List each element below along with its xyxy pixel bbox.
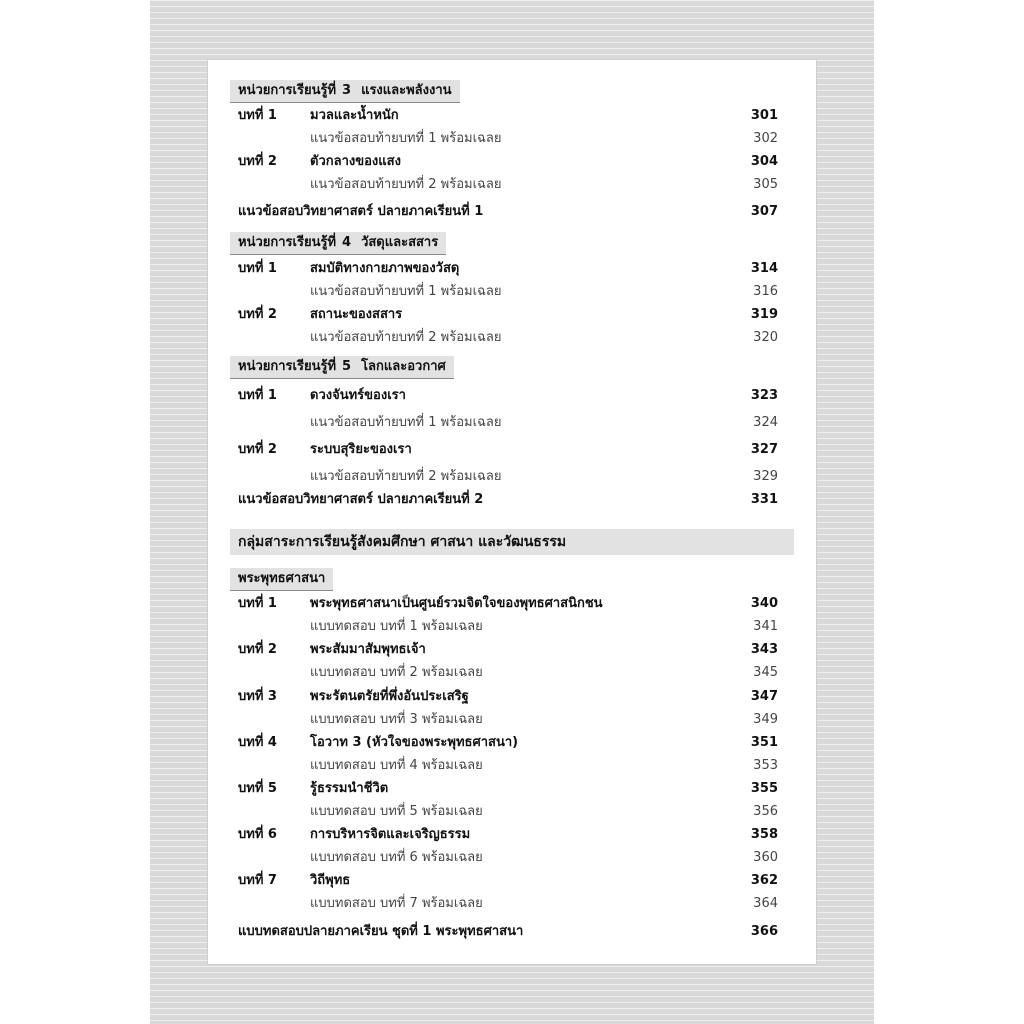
chapter-label: บทที่ 2 — [238, 642, 277, 657]
page-number: 358 — [750, 827, 778, 842]
page-number: 366 — [750, 924, 778, 939]
toc-chapter-row[interactable] — [238, 640, 778, 660]
sub-title: แนวข้อสอบท้ายบทที่ 2 พร้อมเฉลย — [310, 330, 502, 345]
toc-chapter-row[interactable] — [238, 594, 778, 614]
chapter-title: ระบบสุริยะของเรา — [310, 442, 412, 457]
sub-title: แนวข้อสอบท้ายบทที่ 1 พร้อมเฉลย — [310, 415, 502, 430]
sub-title: แนวข้อสอบท้ายบทที่ 1 พร้อมเฉลย — [310, 131, 502, 146]
sub-title: แบบทดสอบ บทที่ 4 พร้อมเฉลย — [310, 758, 483, 773]
toc-sub-row[interactable] — [238, 129, 778, 149]
unit-name: วัสดุและสสาร — [361, 235, 439, 250]
page-number: 355 — [750, 781, 778, 796]
sub-title: แบบทดสอบ บทที่ 6 พร้อมเฉลย — [310, 850, 483, 865]
chapter-label: บทที่ 7 — [238, 873, 277, 888]
page-number: 320 — [753, 330, 778, 345]
sub-title: แนวข้อสอบท้ายบทที่ 2 พร้อมเฉลย — [310, 469, 502, 484]
toc-sub-row[interactable] — [238, 894, 778, 914]
toc-chapter-row[interactable] — [238, 259, 778, 279]
toc-chapter-row[interactable] — [238, 779, 778, 799]
chapter-label: บทที่ 1 — [238, 261, 277, 276]
chapter-title: ดวงจันทร์ของเรา — [310, 388, 406, 403]
page-number: 345 — [753, 665, 778, 680]
toc-sub-row[interactable] — [238, 282, 778, 302]
chapter-title: การบริหารจิตและเจริญธรรม — [310, 827, 471, 842]
page-number: 329 — [753, 469, 778, 484]
toc-page — [208, 60, 816, 964]
chapter-title: พระพุทธศาสนาเป็นศูนย์รวมจิตใจของพุทธศาสนิกชน — [310, 596, 603, 611]
chapter-title: พระรัตนตรัยที่พึ่งอันประเสริฐ — [310, 689, 469, 704]
unit-header — [230, 80, 460, 103]
chapter-label: บทที่ 2 — [238, 442, 277, 457]
unit-number: 4 — [342, 235, 352, 250]
toc-chapter-row[interactable] — [238, 152, 778, 172]
chapter-label: บทที่ 1 — [238, 108, 277, 123]
toc-exam-row[interactable] — [238, 202, 778, 222]
chapter-title: ตัวกลางของแสง — [310, 154, 401, 169]
page-number: 304 — [750, 154, 778, 169]
toc-sub-row[interactable] — [238, 802, 778, 822]
toc-sub-row[interactable] — [238, 848, 778, 868]
toc-sub-row[interactable] — [238, 328, 778, 348]
toc-sub-row[interactable] — [238, 467, 778, 487]
page-number: 347 — [750, 689, 778, 704]
chapter-label: บทที่ 2 — [238, 307, 277, 322]
chapter-title: สถานะของสสาร — [310, 307, 403, 322]
unit-number: 5 — [342, 359, 352, 374]
chapter-title: รู้ธรรมนำชีวิต — [310, 781, 389, 796]
section-header — [230, 568, 333, 591]
toc-chapter-row[interactable] — [238, 825, 778, 845]
page-number: 324 — [753, 415, 778, 430]
unit-name: แรงและพลังงาน — [361, 83, 452, 98]
exam-title: แนวข้อสอบวิทยาศาสตร์ ปลายภาคเรียนที่ 2 — [238, 492, 484, 507]
chapter-label: บทที่ 5 — [238, 781, 277, 796]
page-number: 364 — [753, 896, 778, 911]
page-number: 362 — [750, 873, 778, 888]
section-name: พระพุทธศาสนา — [238, 571, 326, 586]
chapter-title: โอวาท 3 (หัวใจของพระพุทธศาสนา) — [310, 735, 519, 750]
unit-header — [230, 232, 446, 255]
page-number: 314 — [750, 261, 778, 276]
toc-chapter-row[interactable] — [238, 305, 778, 325]
page-number: 319 — [750, 307, 778, 322]
unit-number: 3 — [342, 83, 352, 98]
page-number: 305 — [753, 177, 778, 192]
chapter-title: วิถีพุทธ — [310, 873, 351, 888]
subject-group-header: กลุ่มสาระการเรียนรู้สังคมศึกษา ศาสนา และวัฒนธรรม — [230, 529, 794, 555]
page-number: 351 — [750, 735, 778, 750]
chapter-label: บทที่ 3 — [238, 689, 277, 704]
chapter-label: บทที่ 6 — [238, 827, 277, 842]
unit-header — [230, 356, 454, 379]
chapter-title: สมบัติทางกายภาพของวัสดุ — [310, 261, 460, 276]
toc-sub-row[interactable] — [238, 413, 778, 433]
toc-chapter-row[interactable] — [238, 106, 778, 126]
page-number: 331 — [750, 492, 778, 507]
chapter-label: บทที่ 1 — [238, 388, 277, 403]
chapter-label: บทที่ 4 — [238, 735, 277, 750]
chapter-title: มวลและน้ำหนัก — [310, 108, 399, 123]
sub-title: แบบทดสอบ บทที่ 2 พร้อมเฉลย — [310, 665, 483, 680]
toc-sub-row[interactable] — [238, 756, 778, 776]
sub-title: แบบทดสอบ บทที่ 5 พร้อมเฉลย — [310, 804, 483, 819]
page-number: 307 — [750, 204, 778, 219]
page-number: 316 — [753, 284, 778, 299]
sub-title: แบบทดสอบ บทที่ 3 พร้อมเฉลย — [310, 712, 483, 727]
page-number: 301 — [750, 108, 778, 123]
unit-label: หน่วยการเรียนรู้ที่ — [238, 83, 337, 98]
page-number: 341 — [753, 619, 778, 634]
toc-chapter-row[interactable] — [238, 440, 778, 460]
toc-sub-row[interactable] — [238, 617, 778, 637]
chapter-label: บทที่ 2 — [238, 154, 277, 169]
chapter-label: บทที่ 1 — [238, 596, 277, 611]
page-number: 353 — [753, 758, 778, 773]
sub-title: แบบทดสอบ บทที่ 7 พร้อมเฉลย — [310, 896, 483, 911]
exam-title: แนวข้อสอบวิทยาศาสตร์ ปลายภาคเรียนที่ 1 — [238, 204, 484, 219]
page-number: 360 — [753, 850, 778, 865]
toc-chapter-row[interactable] — [238, 386, 778, 406]
toc-sub-row[interactable] — [238, 710, 778, 730]
page-number: 349 — [753, 712, 778, 727]
exam-title: แบบทดสอบปลายภาคเรียน ชุดที่ 1 พระพุทธศาสนา — [238, 924, 524, 939]
toc-sub-row[interactable] — [238, 175, 778, 195]
sub-title: แบบทดสอบ บทที่ 1 พร้อมเฉลย — [310, 619, 483, 634]
toc-exam-row[interactable] — [238, 922, 778, 942]
toc-exam-row[interactable] — [238, 490, 778, 510]
toc-sub-row[interactable] — [238, 663, 778, 683]
unit-label: หน่วยการเรียนรู้ที่ — [238, 235, 337, 250]
unit-name: โลกและอวกาศ — [361, 359, 446, 374]
sub-title: แนวข้อสอบท้ายบทที่ 1 พร้อมเฉลย — [310, 284, 502, 299]
page-number: 343 — [750, 642, 778, 657]
unit-label: หน่วยการเรียนรู้ที่ — [238, 359, 337, 374]
chapter-title: พระสัมมาสัมพุทธเจ้า — [310, 642, 426, 657]
toc-chapter-row[interactable] — [238, 733, 778, 753]
page-number: 302 — [753, 131, 778, 146]
page-number: 327 — [750, 442, 778, 457]
page-number: 340 — [750, 596, 778, 611]
toc-chapter-row[interactable] — [238, 871, 778, 891]
sub-title: แนวข้อสอบท้ายบทที่ 2 พร้อมเฉลย — [310, 177, 502, 192]
page-number: 356 — [753, 804, 778, 819]
page-number: 323 — [750, 388, 778, 403]
toc-chapter-row[interactable] — [238, 687, 778, 707]
